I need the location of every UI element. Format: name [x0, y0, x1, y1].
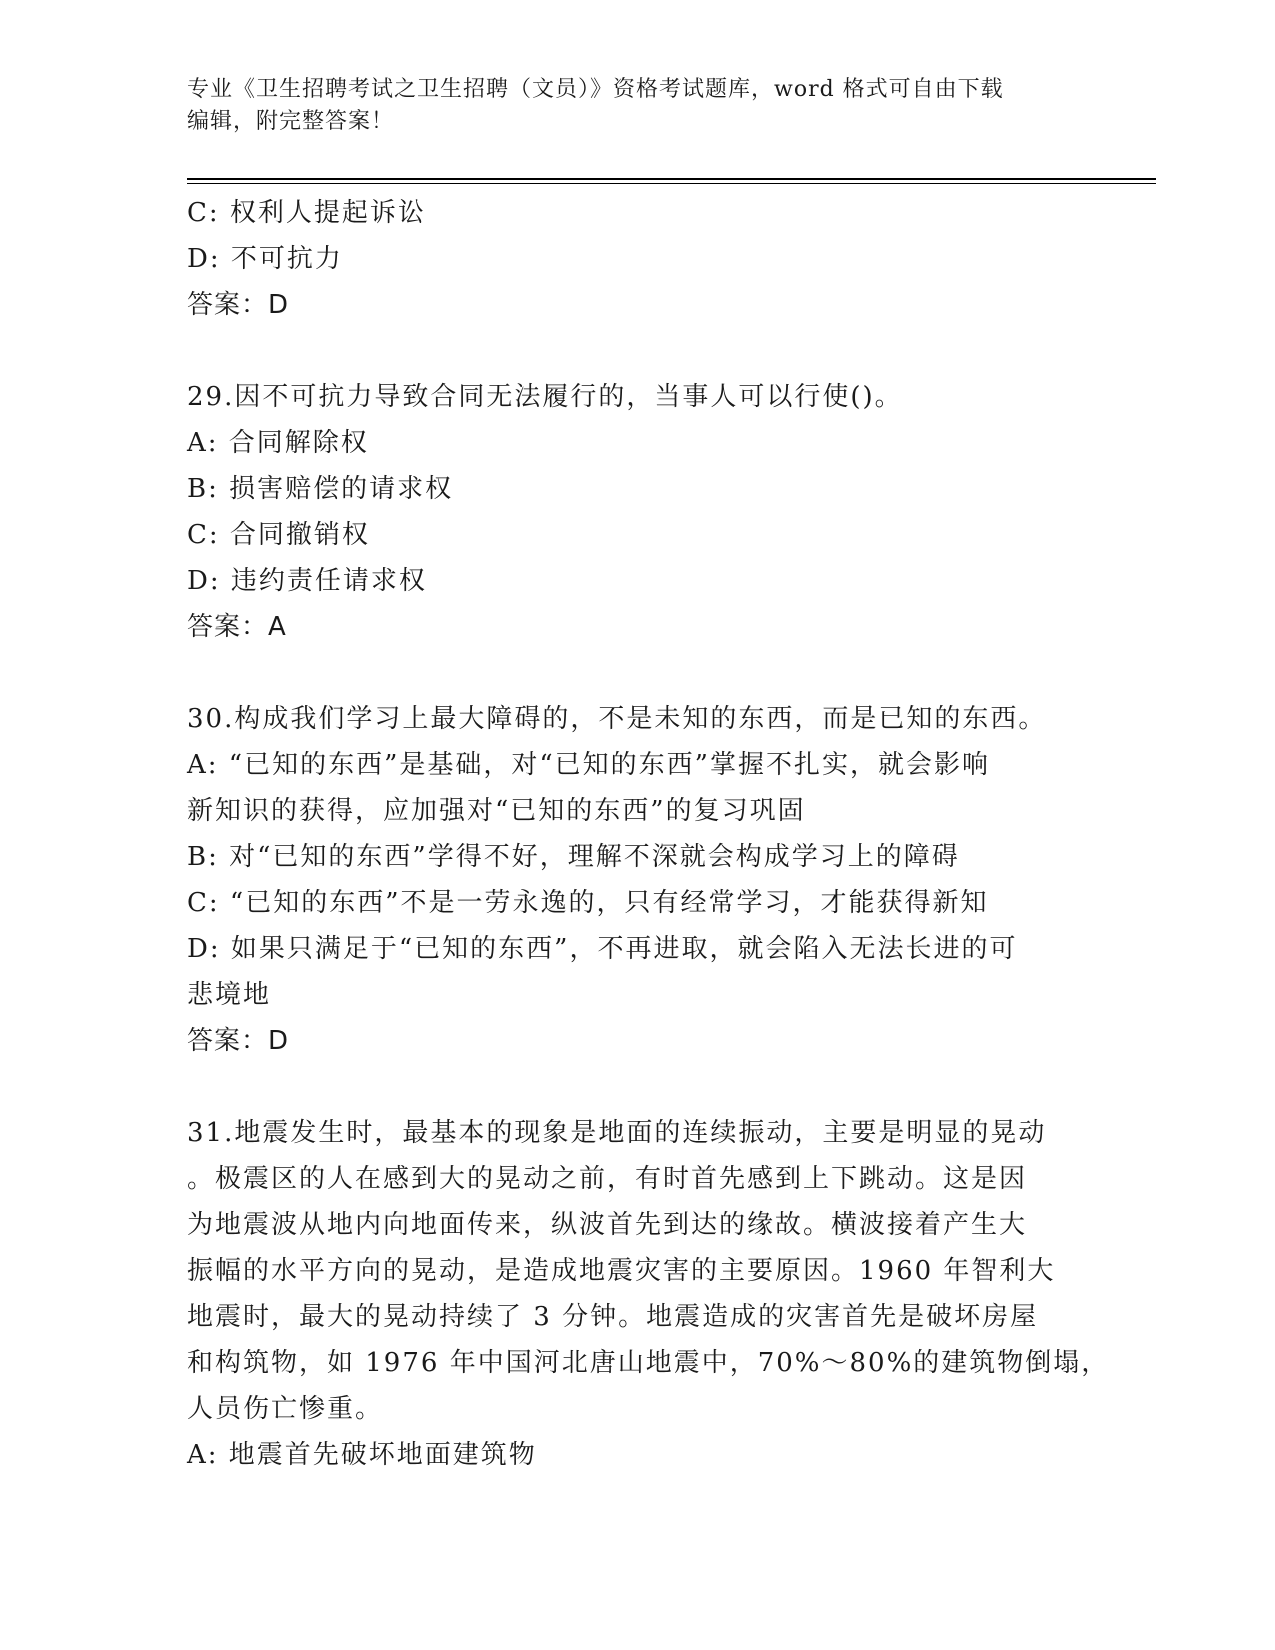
q30-option-d-line-1: D: 如果只满足于“已知的东西”，不再进取，就会陷入无法长进的可	[187, 934, 1018, 964]
q31-stem-line-7: 人员伤亡惨重。	[187, 1394, 384, 1424]
q29-option-b: B: 损害赔偿的请求权	[187, 474, 454, 504]
q29-option-d: D: 违约责任请求权	[187, 566, 427, 596]
q30-option-a-line-2: 新知识的获得，应加强对“已知的东西”的复习巩固	[187, 796, 806, 826]
q30-option-c: C: “已知的东西”不是一劳永逸的，只有经常学习，才能获得新知	[187, 888, 989, 918]
q31-option-a: A: 地震首先破坏地面建筑物	[187, 1440, 537, 1470]
q30-option-a-line-1: A: “已知的东西”是基础，对“已知的东西”掌握不扎实，就会影响	[187, 750, 990, 780]
q31-stem-line-3: 为地震波从地内向地面传来，纵波首先到达的缘故。横波接着产生大	[187, 1210, 1028, 1240]
q30-option-d-line-2: 悲境地	[187, 980, 272, 1010]
q28-option-c: C: 权利人提起诉讼	[187, 198, 426, 228]
spacer	[187, 328, 1087, 374]
header-line-1: 专业《卫生招聘考试之卫生招聘（文员）》资格考试题库，word 格式可自由下载	[187, 77, 1004, 102]
q31-stem-line-6: 和构筑物，如 1976 年中国河北唐山地震中，70%～80%的建筑物倒塌，	[187, 1348, 1110, 1378]
spacer	[187, 1064, 1087, 1110]
q29-option-c: C: 合同撤销权	[187, 520, 370, 550]
q29-stem: 29.因不可抗力导致合同无法履行的，当事人可以行使()。	[187, 382, 903, 412]
header-divider-thin	[187, 183, 1156, 184]
spacer	[187, 650, 1087, 696]
q30-answer: 答案：D	[187, 1026, 290, 1056]
q29-answer: 答案：A	[187, 612, 287, 642]
header-line-2: 编辑，附完整答案！	[187, 109, 395, 134]
q31-stem-line-4: 振幅的水平方向的晃动，是造成地震灾害的主要原因。1960 年智利大	[187, 1256, 1056, 1286]
q30-option-b: B: 对“已知的东西”学得不好，理解不深就会构成学习上的障碍	[187, 842, 960, 872]
q28-option-d: D: 不可抗力	[187, 244, 343, 274]
q29-option-a: A: 合同解除权	[187, 428, 369, 458]
q31-stem-line-5: 地震时，最大的晃动持续了 3 分钟。地震造成的灾害首先是破坏房屋	[187, 1302, 1039, 1332]
q31-stem-line-2: 。极震区的人在感到大的晃动之前，有时首先感到上下跳动。这是因	[187, 1164, 1028, 1194]
q28-answer: 答案：D	[187, 290, 290, 320]
document-header	[187, 74, 1087, 138]
q30-stem: 30.构成我们学习上最大障碍的，不是未知的东西，而是已知的东西。	[187, 704, 1047, 734]
header-divider-thick	[187, 178, 1156, 180]
q31-stem-line-1: 31.地震发生时，最基本的现象是地面的连续振动，主要是明显的晃动	[187, 1118, 1047, 1148]
question-list	[187, 190, 1110, 1478]
